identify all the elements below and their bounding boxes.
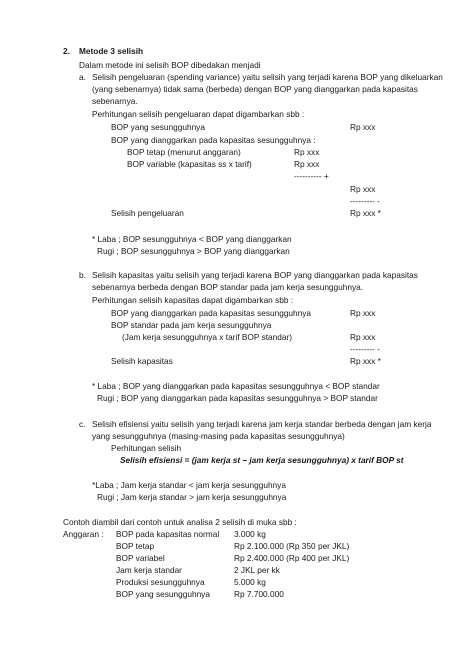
section-intro: Dalam metode ini selisih BOP dibedakan menjadi [79,60,261,70]
item-a-dash-minus: --------- - [350,196,380,206]
example-row-value: Rp 2.100.000 (Rp 350 per JKL) [234,541,350,551]
item-a-fixed-value: Rp xxx [294,147,320,157]
example-row-label: BOP tetap [116,541,155,551]
item-c-formula: Selisih efisiensi = (jam kerja st – jam kerja sesungguhnya) x tarif BOP st [120,455,404,465]
example-row-label: BOP pada kapasitas normal [116,529,220,539]
item-b-note-profit: * Laba ; BOP yang dianggarkan pada kapasitas sesungguhnya < BOP standar [92,381,380,391]
item-b-note-loss: Rugi ; BOP yang dianggarkan pada kapasitas sesungguhnya > BOP standar [97,393,378,403]
item-c-note-profit: *Laba ; Jam kerja standar < jam kerja sesungguhnya [92,480,286,490]
item-c-calc-title: Perhitungan selisih [111,443,182,453]
item-a-sum-value: Rp xxx [350,184,376,194]
item-c-marker: c. [79,419,86,429]
item-b-text-line-2: sebenarnya berbeda dengan BOP standar pada jam kerja sesungguhnya. [92,282,364,292]
item-a-result-value: Rp xxx * [350,208,381,218]
example-row-label: BOP variabel [116,553,165,563]
item-b-budget-label: BOP yang dianggarkan pada kapasitas sesungguhnya [111,308,312,318]
item-a-text-line-1: Selisih pengeluaran (spending variance) yaitu selisih yang terjadi karena BOP yang dikeluarkan [92,72,443,82]
item-a-actual-label: BOP yang sesungguhnya [111,122,205,132]
item-a-fixed-label: BOP tetap (menurut anggaran) [127,147,241,157]
example-row-label: BOP yang sesungguhnya [116,589,210,599]
item-a-variable-value: Rp xxx [294,159,320,169]
item-c-note-loss: Rugi ; Jam kerja standar > jam kerja sesungguhnya [97,492,287,502]
item-b-standard-detail: (Jam kerja sesungguhnya x tarif BOP standar) [122,332,293,342]
item-c-text-line-2: yang sesungguhnya (masing-masing pada kapasitas sesungguhnya) [92,431,345,441]
item-a-note-profit: * Laba ; BOP sesungguhnya < BOP yang dianggarkan [92,234,292,244]
item-a-budget-label: BOP yang dianggarkan pada kapasitas sesungguhnya : [111,135,316,145]
item-a-text-line-2: (yang sebenarnya) tidak sama (berbeda) dengan BOP yang dianggarkan pada kapasitas [92,84,418,94]
item-b-marker: b. [79,270,86,280]
item-b-dash-minus: --------- - [350,344,380,354]
item-b-standard-value: Rp xxx [350,332,376,342]
item-a-result-label: Selisih pengeluaran [111,208,184,218]
section-number: 2. [63,46,70,56]
example-row-label: Produksi sesungguhnya [116,577,205,587]
item-b-calc-title: Perhitungan selisih kapasitas dapat digambarkan sbb : [92,295,294,305]
example-row-value: Rp 2.400.000 (Rp 400 per JKL) [234,553,350,563]
example-row-value: 5.000 kg [234,577,266,587]
example-row-value: Rp 7.700.000 [234,589,284,599]
item-a-note-loss: Rugi ; BOP sesungguhnya > BOP yang dianggarkan [97,246,290,256]
section-title: Metode 3 selisih [79,46,144,56]
item-b-standard-label: BOP standar pada jam kerja sesungguhnya [111,320,272,330]
example-row-label: Jam kerja standar [116,565,182,575]
example-row-value: 3.000 kg [234,529,266,539]
item-a-actual-value: Rp xxx [350,122,376,132]
item-b-result-value: Rp xxx * [350,356,381,366]
item-a-variable-label: BOP variable (kapasitas ss x tarif) [127,159,252,169]
item-a-marker: a. [79,72,86,82]
item-a-dash-plus: ---------- + [294,171,329,181]
example-row-value: 2 JKL per kk [234,565,280,575]
item-a-calc-title: Perhitungan selisih pengeluaran dapat digambarkan sbb : [92,109,305,119]
example-budget-label: Anggaran : [63,529,104,539]
item-b-result-label: Selisih kapasitas [111,356,173,366]
item-a-text-line-3: sebenarnya. [92,96,138,106]
item-b-text-line-1: Selisih kapasitas yaitu selisih yang terjadi karena BOP yang dianggarkan pada kapasitas [92,270,418,280]
example-intro: Contoh diambil dari contoh untuk analisa 2 selisih di muka sbb : [63,517,297,527]
item-c-text-line-1: Selisih efisiensi yaitu selisih yang terjadi karena jam kerja standar berbeda dengan jam kerja [92,419,432,429]
item-b-budget-value: Rp xxx [350,308,376,318]
